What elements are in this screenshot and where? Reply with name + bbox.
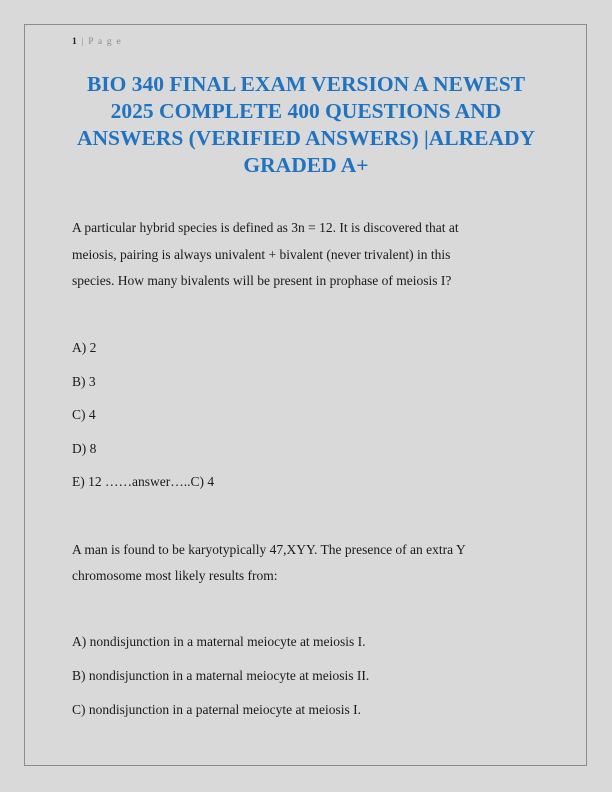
question-2-stem-line: A man is found to be karyotypically 47,XYY. The presence of an extra Y	[72, 542, 466, 557]
page-number: 1	[72, 37, 78, 47]
title-line: ANSWERS (VERIFIED ANSWERS) |ALREADY	[76, 126, 536, 150]
page-number-separator: |	[81, 37, 85, 47]
question-1-option-e-answer: E) 12 ……answer…..C) 4	[72, 474, 215, 489]
question-1-option-d: D) 8	[72, 441, 97, 456]
title-line: GRADED A+	[243, 153, 369, 177]
page-label: P a g e	[88, 37, 122, 47]
question-2-option-b: B) nondisjunction in a maternal meiocyte at meiosis II.	[72, 668, 370, 683]
page-number-header	[72, 37, 122, 47]
question-2-option-a: A) nondisjunction in a maternal meiocyte at meiosis I.	[72, 634, 366, 649]
question-1-option-c: C) 4	[72, 407, 96, 422]
title-line: BIO 340 FINAL EXAM VERSION A NEWEST	[86, 72, 526, 96]
question-2-option-c: C) nondisjunction in a paternal meiocyte at meiosis I.	[72, 702, 362, 717]
question-2-stem-line: chromosome most likely results from:	[72, 568, 278, 583]
document-title	[60, 71, 552, 179]
question-1-option-a: A) 2	[72, 340, 97, 355]
title-line: 2025 COMPLETE 400 QUESTIONS AND	[110, 99, 502, 123]
question-1-option-b: B) 3	[72, 374, 96, 389]
question-1-stem-line: meiosis, pairing is always univalent + bivalent (never trivalent) in this	[72, 247, 451, 262]
question-1-stem-line: A particular hybrid species is defined as 3n = 12. It is discovered that at	[72, 220, 459, 235]
question-1-stem-line: species. How many bivalents will be present in prophase of meiosis I?	[72, 273, 452, 288]
